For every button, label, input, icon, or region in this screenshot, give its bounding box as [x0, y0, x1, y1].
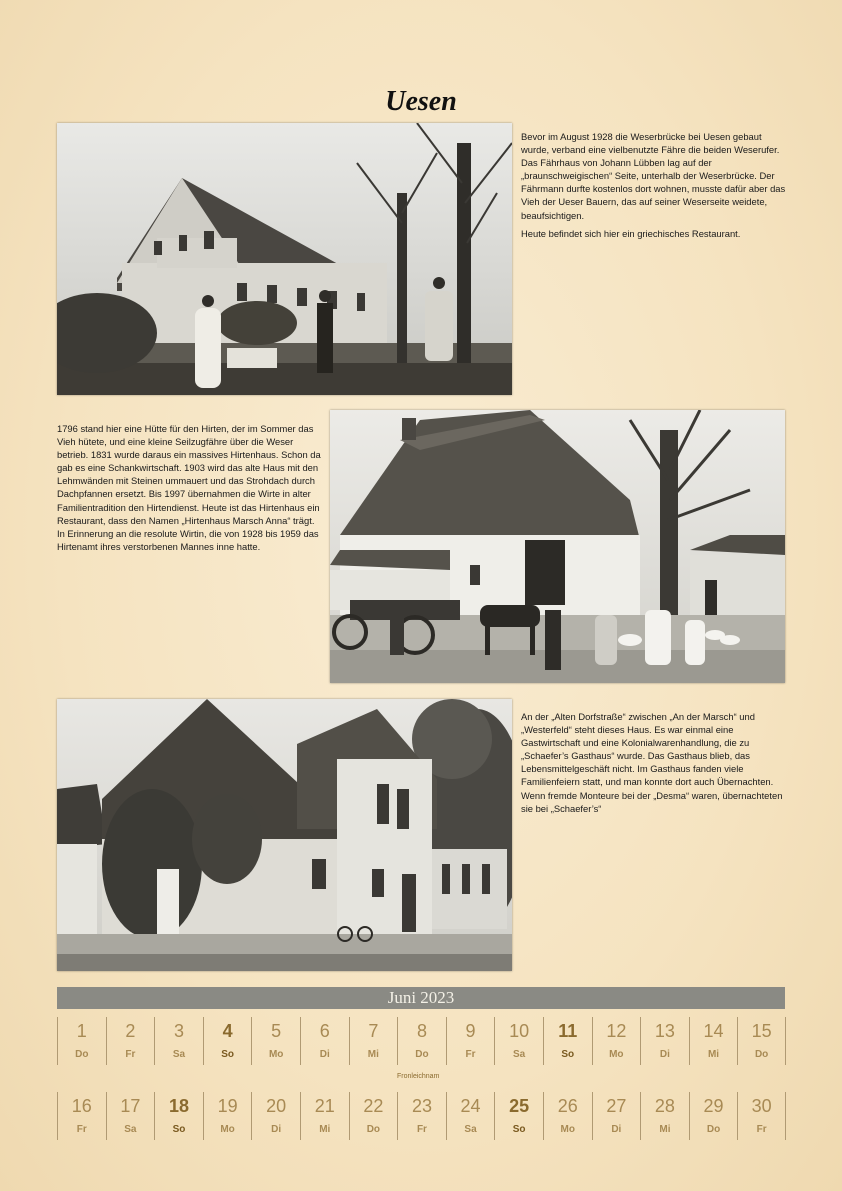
- calendar-day-cell: [640, 1017, 689, 1065]
- calendar-weekday: Fr: [465, 1049, 476, 1060]
- page-title: Uesen: [385, 86, 457, 117]
- calendar-weekday: Mi: [707, 1049, 720, 1060]
- text-gasthaus: [521, 710, 786, 820]
- calendar-day-number: 30: [751, 1096, 772, 1116]
- calendar-day-cell: [543, 1092, 592, 1140]
- calendar-weekday: Fr: [125, 1049, 136, 1060]
- calendar-day-cell: [349, 1017, 398, 1065]
- calendar-day-cell: [154, 1017, 203, 1065]
- calendar-weekday: Sa: [513, 1049, 526, 1060]
- calendar-weekday: Do: [366, 1124, 381, 1135]
- calendar-weekday: Mo: [268, 1049, 284, 1060]
- calendar-weekday: Mi: [659, 1124, 671, 1135]
- calendar-day-number: 19: [217, 1096, 238, 1116]
- calendar-day-number: 28: [654, 1096, 675, 1116]
- calendar-day-cell: [592, 1092, 641, 1140]
- calendar-day-cell: [494, 1017, 543, 1065]
- calendar-day-cell: [203, 1017, 252, 1065]
- calendar-day-cell: [737, 1092, 786, 1140]
- calendar-day-cell: [300, 1092, 349, 1140]
- calendar-weekday: Sa: [464, 1124, 477, 1135]
- calendar-day-number: 8: [416, 1021, 427, 1041]
- calendar-day-number: 27: [606, 1096, 627, 1116]
- calendar-day-number: 15: [751, 1021, 772, 1041]
- calendar-weekday: Fr: [416, 1124, 427, 1135]
- calendar-day-cell: [251, 1092, 300, 1140]
- calendar-row-2: [57, 1092, 786, 1140]
- paragraph: Bevor im August 1928 die Weserbrücke bei Uesen gebaut wurde, verband eine vielbenutzte Fähre die beiden Weserufer. Das Fährhaus von Johann Lübben lag auf der „braunschweigischen“ Seite, unterhalb der Weserbrücke. Der Fährmann durfte kostenlos dort wohnen, musste dafür aber das Vieh der Ueser Bauern, das auf seiner Weserseite weidete, beaufsichtigen.: [521, 131, 786, 221]
- calendar-day-number: 24: [460, 1096, 481, 1116]
- calendar-day-number: 4: [222, 1021, 233, 1041]
- calendar-day-number: 21: [314, 1096, 335, 1116]
- calendar-row-1: [57, 1017, 786, 1065]
- calendar-weekday: Mo: [609, 1049, 624, 1060]
- calendar-day-number: 29: [703, 1096, 724, 1116]
- calendar-day-cell: [349, 1092, 398, 1140]
- calendar-day-number: 26: [557, 1096, 578, 1116]
- calendar-weekday: Mo: [560, 1124, 575, 1135]
- calendar-day-number: 25: [509, 1096, 530, 1116]
- text-hirtenhaus: [57, 422, 322, 558]
- calendar-day-cell: [689, 1017, 738, 1065]
- calendar-day-number: 11: [558, 1021, 578, 1041]
- paragraph: 1796 stand hier eine Hütte für den Hirten, der im Sommer das Vieh hütete, und eine kleine Seilzugfähre über die Weser betrieb. 1831 wurde daraus ein massives Hirtenhaus. Schon da gab es eine Schankwirtschaft. 1903 wird das alte Haus mit den Lehmwänden mit Steinen ummauert und das Strohdach durch Dachpfannen ersetzt. Bis 1997 übernahmen die Wirte in alter Familientradition den Hirtendienst. Heute ist das Hirtenhaus ein Restaurant, dass den Namen „Hirtenhaus Marsch Anna“ trägt. In Erinnerung an die resolute Wirtin, die von 1928 bis 1959 das Hirtenamt ihres verstorbenen Mannes inne hatte.: [57, 423, 321, 552]
- calendar-weekday: Sa: [124, 1124, 137, 1135]
- calendar-day-cell: [106, 1092, 155, 1140]
- paragraph: An der „Alten Dorfstraße“ zwischen „An der Marsch“ und „Westerfeld“ steht dieses Haus. Es war einmal eine Gastwirtschaft und eine Kolonialwarenhandlung, die zu „Schaefer’s Gasthaus“ wurde. Das Gasthaus blieb, das Lebensmittelgeschäft nicht. Im Gasthaus fanden viele Familienfeiern statt, und man konnte dort auch Übernachten. Wenn fremde Monteure bei der „Desma“ waren, übernachteten sie bei „Schaefer’s“: [521, 711, 783, 814]
- calendar-day-number: 13: [654, 1021, 675, 1041]
- calendar-day-cell: [57, 1017, 106, 1065]
- calendar-day-number: 2: [125, 1021, 136, 1041]
- calendar-day-cell: [737, 1017, 786, 1065]
- calendar-weekday: Mo: [220, 1124, 235, 1135]
- text-faehrhaus: [521, 130, 786, 245]
- calendar-weekday: So: [221, 1049, 234, 1060]
- calendar-day-cell: [397, 1017, 446, 1065]
- calendar-weekday: So: [172, 1124, 186, 1135]
- calendar-day-number: 5: [271, 1021, 282, 1041]
- calendar-weekday: Di: [271, 1124, 282, 1135]
- calendar-day-cell: [154, 1092, 203, 1140]
- calendar-day-cell: [251, 1017, 300, 1065]
- calendar-day-number: 10: [509, 1021, 530, 1041]
- calendar-weekday: Mi: [367, 1049, 379, 1060]
- photo-gasthaus: [57, 699, 512, 971]
- calendar-day-number: 1: [76, 1021, 87, 1041]
- calendar-day-number: 6: [319, 1021, 330, 1041]
- calendar-day-number: 20: [266, 1096, 287, 1116]
- calendar-day-cell: [106, 1017, 155, 1065]
- calendar-day-cell: [494, 1092, 543, 1140]
- calendar-day-number: 12: [606, 1021, 627, 1041]
- calendar-weekday: Di: [319, 1049, 330, 1060]
- calendar-day-number: 16: [71, 1096, 92, 1116]
- calendar-day-cell: [689, 1092, 738, 1140]
- calendar-weekday: Di: [611, 1124, 622, 1135]
- calendar-day-cell: [57, 1092, 106, 1140]
- calendar-day-number: 22: [363, 1096, 384, 1116]
- calendar-day-number: 7: [368, 1021, 379, 1041]
- calendar-weekday: Mi: [319, 1124, 331, 1135]
- paragraph: Heute befindet sich hier ein griechisches Restaurant.: [521, 227, 741, 239]
- calendar-day-number: 23: [411, 1096, 432, 1116]
- photo-hirtenhaus: [330, 410, 785, 683]
- calendar-day-number: 17: [120, 1096, 141, 1116]
- calendar-month-label: Juni 2023: [57, 987, 785, 1009]
- calendar-weekday: Do: [706, 1124, 721, 1135]
- calendar-day-cell: [203, 1092, 252, 1140]
- calendar-day-number: 9: [465, 1021, 476, 1041]
- calendar-weekday: Do: [75, 1049, 89, 1060]
- calendar-weekday: So: [561, 1049, 575, 1060]
- calendar-weekday: Do: [415, 1049, 429, 1060]
- calendar-day-cell: [592, 1017, 641, 1065]
- calendar-day-cell: [640, 1092, 689, 1140]
- holiday-label: Fronleichnam: [397, 1073, 440, 1080]
- photo-faehrhaus: [57, 123, 512, 395]
- calendar-day-cell: [446, 1017, 495, 1065]
- calendar-day-number: 14: [703, 1021, 724, 1041]
- calendar-weekday: So: [512, 1124, 526, 1135]
- calendar-weekday: Fr: [756, 1124, 767, 1135]
- calendar-weekday: Fr: [76, 1124, 87, 1135]
- calendar-day-cell: [446, 1092, 495, 1140]
- calendar-day-number: 18: [168, 1096, 189, 1116]
- calendar-day-cell: [397, 1092, 446, 1140]
- calendar-day-number: 3: [173, 1021, 184, 1041]
- calendar-day-cell: [543, 1017, 592, 1065]
- calendar-weekday: Do: [754, 1049, 769, 1060]
- calendar-day-cell: [300, 1017, 349, 1065]
- calendar-weekday: Sa: [172, 1049, 186, 1060]
- calendar-weekday: Di: [659, 1049, 670, 1060]
